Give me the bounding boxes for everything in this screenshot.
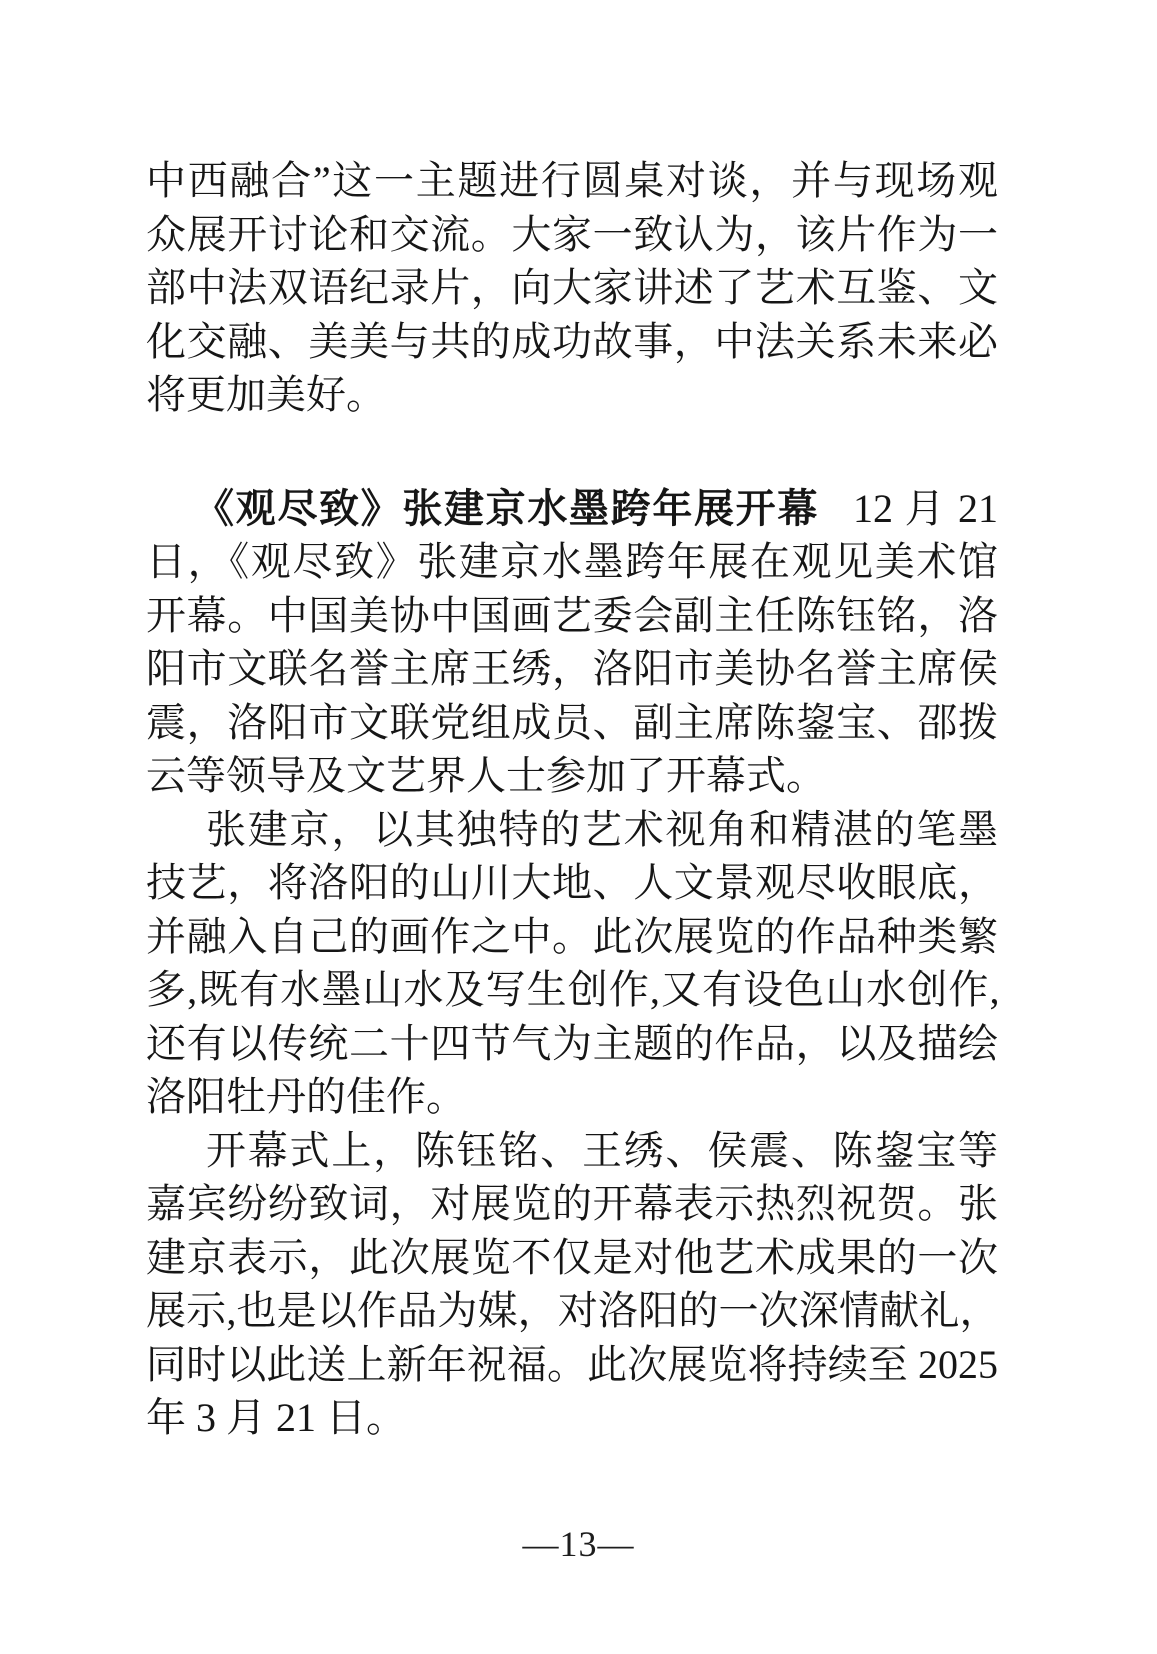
body-line: 中西融合”这一主题进行圆桌对谈，并与现场观 <box>146 158 998 203</box>
body-line: 云等领导及文艺界人士参加了开幕式。 <box>146 753 826 798</box>
text-block <box>146 154 998 1445</box>
body-line: 嘉宾纷纷致词，对展览的开幕表示热烈祝贺。张 <box>146 1181 998 1226</box>
news-heading-line <box>146 482 998 536</box>
paragraph-exhibition-opening <box>146 482 998 803</box>
body-line: 还有以传统二十四节气为主题的作品，以及描绘 <box>146 1020 998 1066</box>
body-line: 开幕式上，陈钰铭、王绣、侯震、陈鋆宝等 <box>206 1127 998 1173</box>
body-line: 化交融、美美与共的成功故事，中法关系未来必 <box>146 318 998 364</box>
body-line: 建京表示，此次展览不仅是对他艺术成果的一次 <box>146 1234 998 1280</box>
paragraph-roundtable-continuation <box>146 154 998 422</box>
body-line: 技艺，将洛阳的山川大地、人文景观尽收眼底， <box>146 860 998 905</box>
paragraph-artist-works <box>146 803 998 1124</box>
paragraph-spacer <box>146 422 998 482</box>
body-line: 震，洛阳市文联党组成员、副主席陈鋆宝、邵拨 <box>146 699 998 745</box>
body-line: 部中法双语纪录片，向大家讲述了艺术互鉴、文 <box>146 265 998 310</box>
body-line: 年 3 月 21 日。 <box>146 1395 406 1440</box>
body-line: 开幕。中国美协中国画艺委会副主任陈钰铭，洛 <box>146 592 998 638</box>
body-line: 将更加美好。 <box>146 372 386 417</box>
body-line: 展示,也是以作品为媒，对洛阳的一次深情献礼， <box>146 1288 998 1333</box>
news-item-title: 《观尽致》张建京水墨跨年展开幕 <box>194 485 819 531</box>
news-item-date: 12 月 21 <box>853 485 999 531</box>
body-line: 众展开讨论和交流。大家一致认为，该片作为一 <box>146 211 998 257</box>
paragraph-ceremony-speeches <box>146 1124 998 1445</box>
body-line: 多,既有水墨山水及写生创作,又有设色山水创作, <box>146 967 998 1012</box>
body-line: 张建京，以其独特的艺术视角和精湛的笔墨 <box>206 806 998 852</box>
body-line: 并融入自己的画作之中。此次展览的作品种类繁 <box>146 913 998 959</box>
body-line: 洛阳牡丹的佳作。 <box>146 1074 466 1119</box>
body-line: 阳市文联名誉主席王绣，洛阳市美协名誉主席侯 <box>146 646 998 691</box>
body-line: 日，《观尽致》张建京水墨跨年展在观见美术馆 <box>146 539 998 584</box>
body-line: 同时以此送上新年祝福。此次展览将持续至 2025 <box>146 1341 998 1387</box>
page-number: —13— <box>522 1524 635 1564</box>
